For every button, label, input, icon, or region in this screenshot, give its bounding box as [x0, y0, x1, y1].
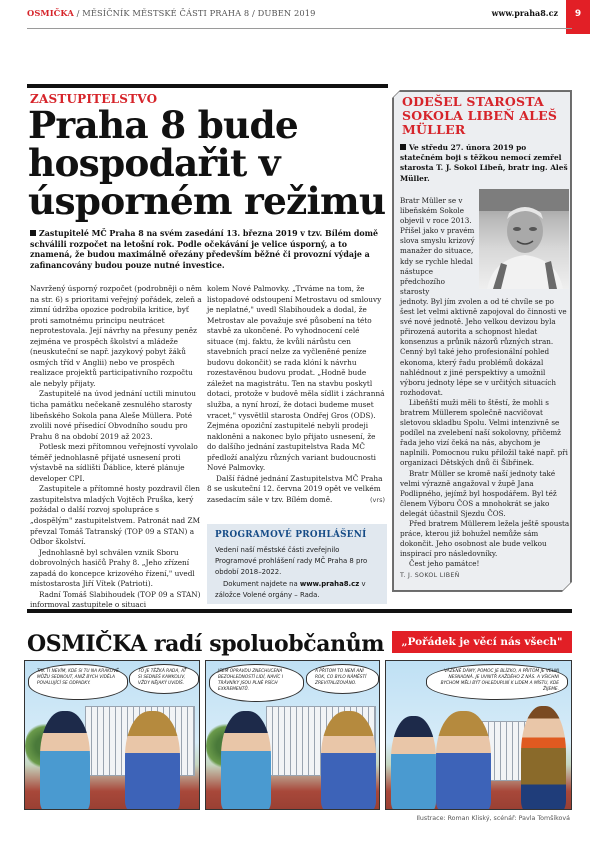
magazine-brand: OSMIČKA — [27, 8, 74, 18]
woman-blonde-figure — [321, 711, 376, 810]
site-url[interactable]: www.praha8.cz — [491, 8, 558, 18]
comic-title: OSMIČKA radí spoluobčanům — [27, 631, 385, 657]
article-paragraph: Jednohlasně byl schválen vznik Sboru dobrovolných hasičů Prahy 8. „Jeho zřízení zapadá do koncepce krizového řízení," uvedl místostarosta Jiří Vítek (Patrioti). — [30, 547, 195, 589]
article-lead — [30, 229, 385, 271]
comic-credit: Ilustrace: Roman Kliský, scénář: Pavla Tomšíková — [416, 815, 570, 822]
comic-panel-2 — [205, 660, 380, 810]
article-paragraph: Potlesk mezi přítomnou veřejností vyvolalo téměř jednohlasně přijaté usnesení proti výstavbě na sídlišti Ďáblice, které plánuje developer CPI. — [30, 442, 198, 483]
obituary-paragraph: jednoty. Byl jím zvolen a od té chvíle se po šest let velmi aktivně zapojoval do činnosti ve své nové jednotě. Jeho velkou devizou byla přirozená autorita a schopnost hledat konsenzus a průnik názorů různých stran. Cenný byl také jeho profesionální pohled ekonoma, který řadu problémů dokázal nahlédnout z jiné perspektivy a umožnil výboru jednoty lépe se v určitých situacích rozhodovat. — [400, 296, 567, 397]
man-scarf-figure — [521, 706, 566, 810]
obituary-paragraph: Před bratrem Müllerem ležela ještě spousta práce, kterou již bohužel nemůže sám dokončit. Jeho osobnost ale bude velkou inspirací pro následovníky. — [400, 519, 570, 559]
speech-bubble: A PŘITOM TO NENÍ ANI ROK, CO BYLO NÁMĚSTÍ ZREVITALIZOVÁNO. — [306, 664, 379, 694]
program-statement-box — [207, 524, 387, 604]
section-divider — [27, 609, 572, 613]
speech-bubble: TAK TI NEVÍM, KDE SI TU NA KRAKOVĚ MŮŽU SEDNOUT, ANIŽ BYCH VIDĚLA POVALUJÍCÍ SE ODPADKY. — [28, 664, 128, 700]
article-column-2 — [207, 284, 385, 506]
bullet-square-icon — [400, 144, 406, 150]
program-box-title: PROGRAMOVÉ PROHLÁŠENÍ — [215, 530, 367, 540]
obituary-body — [400, 196, 570, 569]
running-head — [27, 8, 315, 18]
speech-bubble: TO JE TĚŽKÁ RADA, AŤ SI SEDNEŠ KAMKOLIV, VŽDY NĚJAKÝ UVIDÍŠ. — [129, 664, 199, 694]
article-kicker: ZASTUPITELSTVO — [30, 92, 158, 106]
speech-bubble: VÁŽENÉ DÁMY, POMOC JE BLÍZKO, A PŘITOM JE VELMI NESNADNÁ. JE UVNITŘ KAŽDÉHO Z NÁS. A VŠICHNI BYCHOM MĚLI BÝT OHLEDUPLNÍ K LIDEM A MÍSTU, KDE ŽIJEME. — [426, 664, 568, 700]
woman-blonde-figure — [125, 711, 180, 810]
author-tag: (vrs) — [370, 496, 385, 505]
obituary-lead-text: Ve středu 27. února 2019 po statečném boji s těžkou nemocí zemřel starosta T. J. Sokol Libeň, bratr ing. Aleš Müller. — [400, 143, 568, 183]
program-box-text-2 — [215, 579, 379, 601]
woman-dark-hair-figure — [221, 711, 271, 810]
obituary-title: ODEŠEL STAROSTA SOKOLA LIBEŇ ALEŠ MÜLLER — [402, 94, 558, 137]
speech-bubble: JSEM OPRAVDU ZNECHUCENA BEZOHLEDNOSTÍ LIDÍ, NAVÍC I TRÁVNÍKY JSOU PLNÉ PSÍCH EXKREMENTŮ. — [209, 664, 304, 702]
section-divider — [27, 84, 388, 88]
article-headline: Praha 8 bude hospodařit v úsporném režimu — [28, 103, 386, 223]
obituary-lead — [400, 143, 568, 184]
article-paragraph: Zastupitele a přítomné hosty pozdravil člen zastupitelstva mladých Vojtěch Pruška, kerý požádal o další rozvoj spolupráce s „dospělým" zastupitelstvem. Patronát nad ZM převzal Tomáš Tatranský (TOP 09 a STAN) a Odbor školství. — [30, 484, 201, 547]
program-box-text-1: Vedení naší městské části zveřejnilo Programové prohlášení rady MČ Praha 8 pro období 2018–2022. — [215, 546, 368, 577]
bullet-square-icon — [30, 230, 36, 236]
obituary-paragraph: Bratr Müller se kromě naší jednoty také velmi výrazně angažoval v župě Jana Podlipného, jejímž byl hospodářem. Byl též členem Výboru ČOS a mnohokrát se jako delegát účastnil Sjezdu ČOS. — [400, 468, 557, 518]
article-paragraph: Radní Tomáš Slabihoudek (TOP 09 a STAN) informoval zastupitele o situaci — [30, 589, 201, 610]
article-paragraph: Zastupitelé na úvod jednání uctili minutou ticha památku nečekaně zesnulého starosty libeňského Sokola pana Aleše Müllera. Poté zvolili nové přísedící Obvodního soudu pro Prahu 8 na období 2019 až 2023. — [30, 389, 196, 441]
woman-blonde-figure — [436, 711, 491, 810]
page-number: 9 — [566, 0, 590, 34]
obituary-paragraph: Bratr Müller se v libeňském Sokole objevil v roce 2013. Přišel jako v pravém slova smyslu krizový manažer do situace, kdy se rychle hledal nástupce předchozího starosty — [400, 196, 475, 296]
running-head-text: / MĚSÍČNÍK MĚSTSKÉ ČÁSTI PRAHA 8 / DUBEN 2019 — [73, 8, 316, 18]
comic-badge: „Pořádek je věcí nás všech" — [392, 631, 572, 653]
obituary-paragraph: Libeňští muži měli to štěstí, že mohli s bratrem Müllerem společně nacvičovat sletovou skladbu Spolu. Velmi intenzivně se podílel na zvelebení naší sokolovny, přičemž řada jeho vizí čeká na nás, abychom je naplnili. Pomocnou ruku přiložil také např. při organizaci Dětských dnů či Šibřinek. — [400, 397, 568, 468]
article-lead-text: Zastupitelé MČ Praha 8 na svém zasedání 13. března 2019 v tzv. Bílém domě schválili rozpočet na letošní rok. Podle očekávání je velice úsporný, a to znamená, že budou maximálně ořezány především běžné či provozní výdaje a zafinancovány budou pouze nutné investice. — [30, 229, 378, 270]
header-divider — [27, 28, 572, 29]
article-paragraph: Další řádné jednání Zastupitelstva MČ Praha 8 se uskuteční 12. června 2019 opět ve velkém zasedacím sále v tzv. Bílém domě. — [207, 473, 383, 504]
page-header — [0, 0, 600, 34]
program-box-text — [215, 545, 379, 601]
comic-strip — [24, 660, 572, 810]
program-box-prefix: Dokument najdete na — [223, 579, 300, 588]
comic-panel-1 — [24, 660, 200, 810]
program-box-link[interactable]: www.praha8.cz — [299, 579, 360, 588]
obituary-paragraph: Čest jeho památce! — [409, 559, 480, 569]
article-paragraph: kolem Nové Palmovky. „Trváme na tom, že listopadové odstoupení Metrostavu od smlouvy je neplatné," uvedl Slabihoudek a dodal, že Metrostav ale považuje své působení na této stavbě za ukončené. Po vyhodnocení celé situace (mj. faktu, že kvůli nárůstu cen stavebních prací nelze za vyčleněné peníze budovu dokončit) se rada klóní k návrhu rozestavěnou budovu prodat. „Hodně bude záležet na magistrátu. Ten na stavbu poskytl dotaci, protože v budově měla sídlit i záchranná služba, a nyní hrozí, že dotaci budeme muset vracet," vysvětlil starosta Ondřej Gros (ODS). Zejména opoziční zastupitelé nebyli prodeji nakloněni a nakonec bylo přijato usnesení, že do dalšího jednání zastupitelstva Rada MČ předloží analýzu různých variant budoucnosti Nové Palmovky. — [207, 284, 385, 473]
woman-dark-hair-figure — [40, 711, 90, 810]
article-column-1 — [30, 284, 202, 611]
obituary-signature: T. J. SOKOL LIBEŇ — [400, 572, 460, 579]
article-paragraph: Navržený úsporný rozpočet (podrobněji o něm na str. 6) s prioritami veřejný pořádek, zeleň a zimní údržba opozice podrobila kritice, byť proti samotnému principu neutrácet neprotestovala. Její návrhy na přesuny peněz zejména ve prospěch školství a mládeže (neuskuteční se např. jazykový pobyt žáků osmých tříd v Anglii) nebo ve prospěch realizace projektů participativního rozpočtu ale nebyly přijaty. — [30, 284, 202, 388]
woman-dark-hair-figure — [391, 716, 436, 810]
comic-panel-3 — [385, 660, 572, 810]
program-box-suffix: v záložce Volené orgány – Rada. — [215, 579, 366, 599]
